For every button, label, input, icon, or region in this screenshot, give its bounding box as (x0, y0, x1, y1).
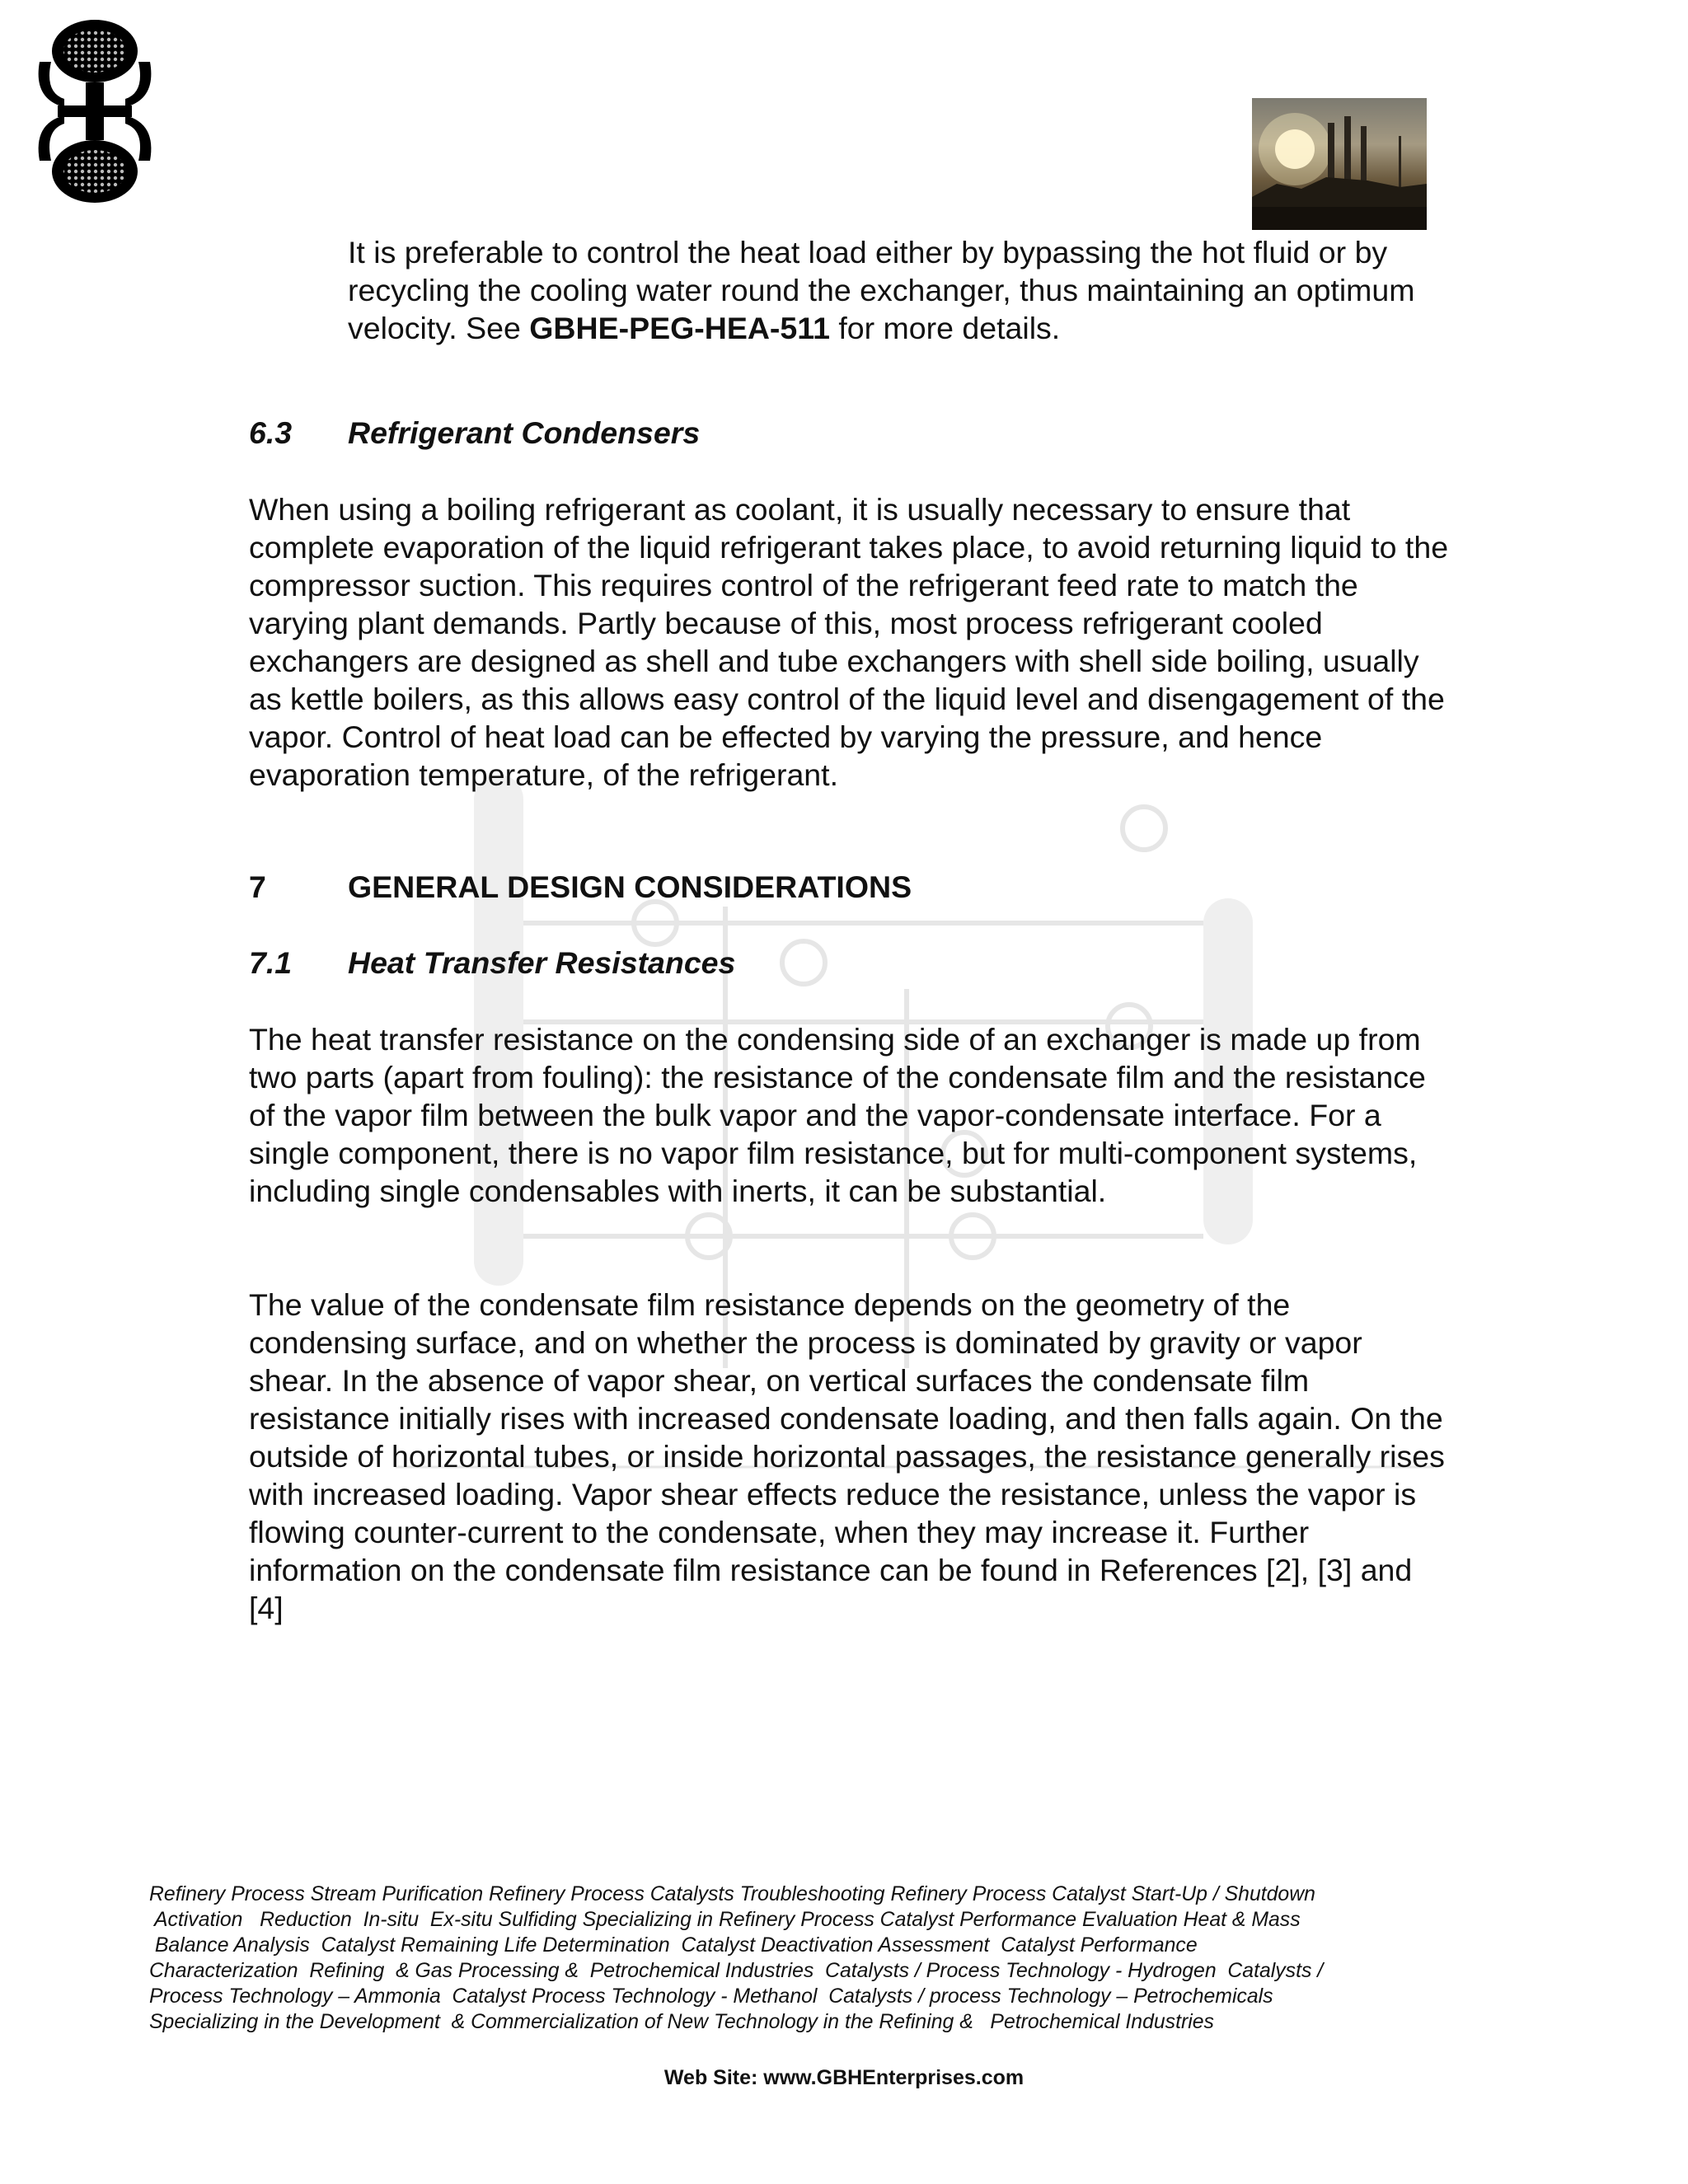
section-6-3-heading (249, 414, 1452, 452)
footer-services-text (149, 1882, 1435, 2035)
section-title: GENERAL DESIGN CONSIDERATIONS (348, 869, 912, 904)
footer-line: Specializing in the Development & Commercialization of New Technology in the Refining & Petrochemical Industries (149, 2011, 1214, 2033)
intro-paragraph (348, 233, 1452, 347)
section-number: 7.1 (249, 945, 293, 980)
paragraph-text: The heat transfer resistance on the condensing side of an exchanger is made up from two parts (apart from fouling): the resistance of the condensate film and the resistance of the vapor film between the bulk vapor and the vapor-condensate interface. For a single component, there is no vapor film resistance, but for multi-component systems, including single condensables with inerts, it can be substantial. (249, 1022, 1426, 1208)
section-7-1-paragraph-2 (249, 1286, 1452, 1627)
footer-line: Process Technology – Ammonia Catalyst Process Technology - Methanol Catalysts / process Technology – Petrochemicals (149, 1985, 1273, 2008)
reference-code: GBHE-PEG-HEA-511 (529, 311, 830, 345)
section-number: 7 (249, 869, 266, 904)
paragraph-text: When using a boiling refrigerant as coolant, it is usually necessary to ensure that complete evaporation of the liquid refrigerant takes place, to avoid returning liquid to the compressor suction. This requires control of the refrigerant feed rate to match the varying plant demands. Partly because of this, most process refrigerant cooled exchangers are designed as shell and tube exchangers with shell side boiling, usually as kettle boilers, as this allows easy control of the liquid level and disengagement of the vapor. Control of heat load can be effected by varying the pressure, and hence evaporation temperature, of the refrigerant. (249, 492, 1449, 792)
footer-line: Refinery Process Stream Purification Refinery Process Catalysts Troubleshooting Refinery Process Catalyst Start-Up / Shutdown (149, 1883, 1315, 1905)
section-title: Heat Transfer Resistances (348, 945, 736, 980)
intro-text-after: for more details. (829, 311, 1061, 345)
section-number: 6.3 (249, 415, 293, 450)
section-7-heading (249, 868, 1452, 906)
website-link[interactable]: Web Site: www.GBHEnterprises.com (663, 2066, 1025, 2089)
intro-text-before: It is preferable to control the heat load either by bypassing the hot fluid or by recycling the cooling water round the exchanger, thus maintaining an optimum velocity. See (348, 235, 1415, 345)
footer-line: Balance Analysis Catalyst Remaining Life Determination Catalyst Deactivation Assessment Catalyst Performance (149, 1934, 1198, 1957)
footer-line: Characterization Refining & Gas Processing & Petrochemical Industries Catalysts / Process Technology - Hydrogen Catalysts / (149, 1960, 1324, 1982)
section-6-3-paragraph (249, 490, 1452, 794)
refinery-photo (1252, 98, 1427, 230)
paragraph-text: The value of the condensate film resistance depends on the geometry of the condensing surface, and on whether the process is dominated by gravity or vapor shear. In the absence of vapor shear, on vertical surfaces the condensate film resistance initially rises with increased condensate loading, and then falls again. On the outside of horizontal tubes, or inside horizontal passages, the resistance generally rises with increased loading. Vapor shear effects reduce the resistance, unless the vapor is flowing counter-current to the condensate, when they may increase it. Further information on the condensate film resistance can be found in References [2], [3] and [4] (249, 1287, 1445, 1625)
section-title: Refrigerant Condensers (348, 415, 701, 450)
section-7-1-paragraph-1 (249, 1020, 1452, 1210)
gbh-logo-icon (33, 16, 157, 206)
section-7-1-heading (249, 944, 1452, 982)
footer-line: Activation Reduction In-situ Ex-situ Sulfiding Specializing in Refinery Process Catalyst Performance Evaluation Heat & Mass (149, 1909, 1301, 1931)
